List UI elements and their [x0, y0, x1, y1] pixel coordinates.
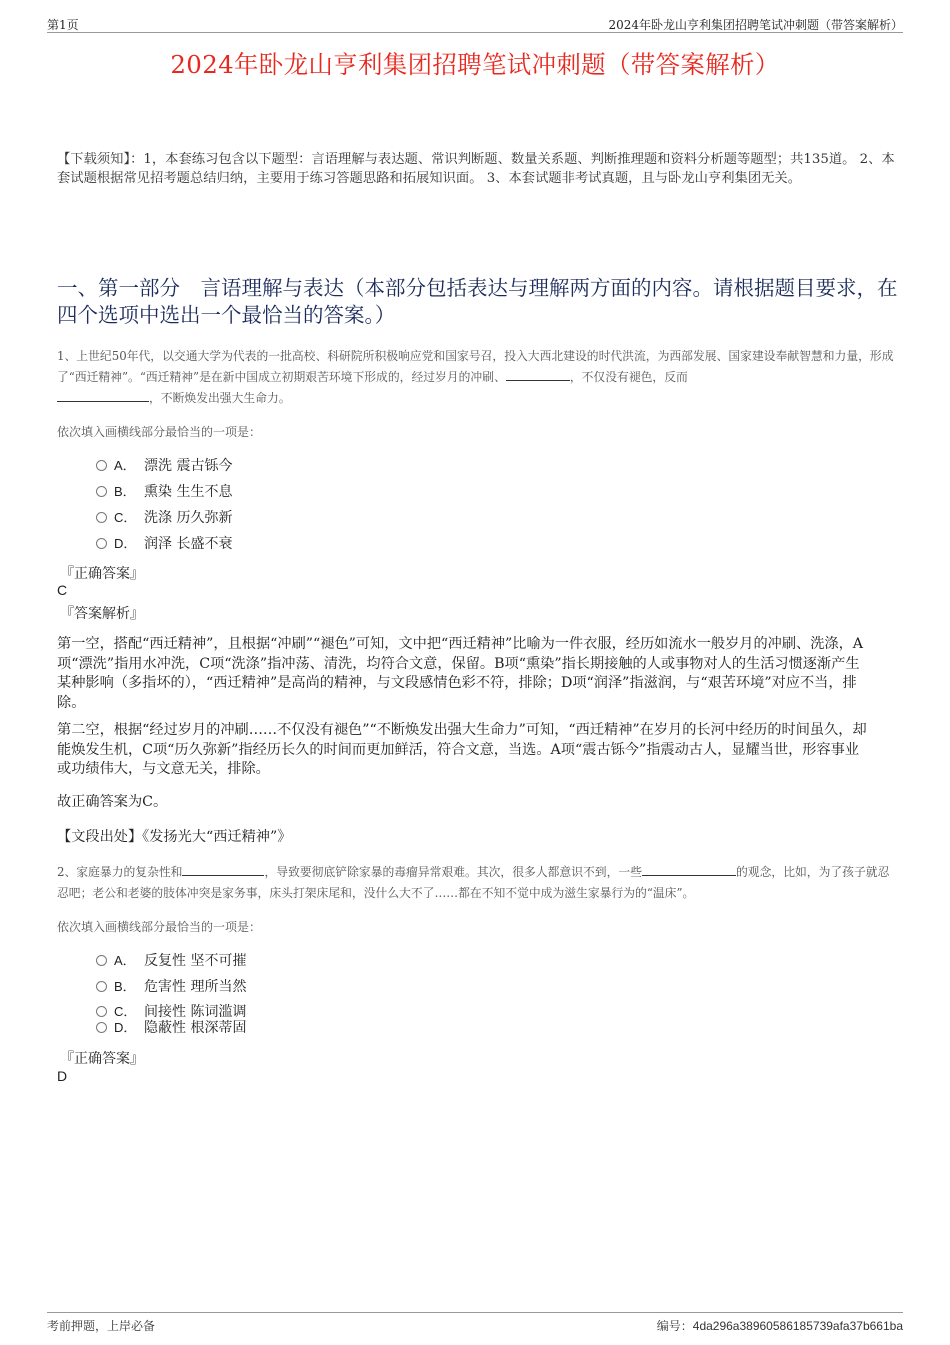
option-letter: C． [114, 510, 137, 525]
code-value: 4da296a38960586185739afa37b661ba [692, 1319, 903, 1333]
option-letter: C． [114, 1004, 137, 1019]
option-text: 危害性 理所当然 [144, 979, 247, 995]
question-2-text [57, 862, 899, 904]
analysis-paragraph-2: 第二空，根据“经过岁月的冲刷……不仅没有褪色”“不断焕发出强大生命力”可知，“西迁精神”在岁月的长河中经历的时间虽久，却能焕发生机，C项“历久弥新”指经历长久的时间而更加鲜活，符合文意，当选。A项“震古铄今”指震动古人，显耀当世，形容事业或功绩伟大，与文意无关，排除。 [57, 722, 867, 777]
option-letter: B． [114, 979, 136, 994]
option-letter: D． [114, 1020, 137, 1035]
q1-option-c[interactable] [96, 508, 232, 528]
radio-icon[interactable] [96, 512, 107, 523]
question-1-part-a: 1、上世纪50年代，以交通大学为代表的一批高校、科研院所积极响应党和国家号召，投入大西北建设的时代洪流，为西部发展、国家建设奉献智慧和力量，形成了“西迁精神”。“西迁精神”是在新中国成立初期艰苦环境下形成的，经过岁月的冲刷、 [57, 349, 894, 384]
question-1-text [57, 346, 899, 409]
option-text: 漂洗 震古铄今 [144, 458, 233, 474]
answer-label: 『正确答案』 [60, 566, 144, 582]
question-2-prompt: 依次填入画横线部分最恰当的一项是： [57, 920, 262, 934]
radio-icon[interactable] [96, 981, 107, 992]
page-number: 第1页 [47, 18, 79, 32]
fill-blank [57, 389, 149, 402]
page-header [47, 14, 903, 33]
q2-option-d[interactable] [96, 1018, 246, 1038]
option-text: 润泽 长盛不衰 [144, 536, 233, 552]
option-text: 间接性 陈词滥调 [144, 1004, 247, 1020]
question-2-part-b: ，导致要彻底铲除家暴的毒瘤异常艰难。其次，很多人都意识不到，一些 [264, 865, 642, 879]
radio-icon[interactable] [96, 1022, 107, 1033]
download-notice: 【下载须知】：1，本套练习包含以下题型：言语理解与表达题、常识判断题、数量关系题、判断推理题和资料分析题等题型；共135道。 2、本套试题根据常见招考题总结归纳，主要用于练习答题思路和拓展知识面。 3、本套试题非考试真题，且与卧龙山亨利集团无关。 [57, 152, 895, 186]
option-text: 洗涤 历久弥新 [144, 510, 233, 526]
question-2-part-a: 2、家庭暴力的复杂性和 [57, 865, 183, 879]
option-text: 隐蔽性 根深蒂固 [144, 1020, 247, 1036]
passage-source: 【文段出处】《发扬光大“西迁精神”》 [57, 829, 292, 845]
radio-icon[interactable] [96, 460, 107, 471]
analysis-paragraph-1: 第一空，搭配“西迁精神”，且根据“冲刷”“褪色”可知，文中把“西迁精神”比喻为一件衣服，经历如流水一般岁月的冲刷、洗涤，A项“漂洗”指用水冲洗，C项“洗涤”指冲荡、清洗，均符合文意，保留。B项“熏染”指长期接触的人或事物对人的生活习惯逐渐产生某种影响（多指坏的），“西迁精神”是高尚的精神，与文段感情色彩不符，排除；D项“润泽”指滋润，与“艰苦环境”对应不当，排除。 [57, 636, 864, 711]
section-heading: 一、第一部分 言语理解与表达（本部分包括表达与理解两方面的内容。请根据题目要求，在四个选项中选出一个最恰当的答案。） [57, 276, 898, 327]
q1-option-b[interactable] [96, 482, 232, 502]
option-text: 反复性 坚不可摧 [144, 953, 247, 969]
document-code [657, 1317, 903, 1334]
analysis-conclusion: 故正确答案为C。 [57, 794, 168, 810]
option-text: 熏染 生生不息 [144, 484, 233, 500]
question-2-part-c: 的观念，比如，为了孩子就忍忍吧；老公和老婆的肢体冲突是家务事，床头打架床尾和，没什么大不了……都在不知不觉中成为滋生家暴行为的“温床”。 [57, 865, 890, 900]
radio-icon[interactable] [96, 955, 107, 966]
radio-icon[interactable] [96, 538, 107, 549]
fill-blank [506, 368, 570, 381]
question-1-prompt: 依次填入画横线部分最恰当的一项是： [57, 425, 262, 439]
radio-icon[interactable] [96, 486, 107, 497]
q2-option-b[interactable] [96, 977, 246, 997]
fill-blank [182, 863, 264, 876]
document-title: 2024年卧龙山亨利集团招聘笔试冲刺题（带答案解析） [170, 50, 780, 79]
correct-answer: C [57, 582, 68, 598]
header-doc-title: 2024年卧龙山亨利集团招聘笔试冲刺题（带答案解析） [608, 18, 903, 32]
question-1-part-b: ，不仅没有褪色，反而 [569, 370, 688, 384]
correct-answer: D [57, 1068, 68, 1084]
footer-slogan: 考前押题，上岸必备 [47, 1319, 156, 1333]
answer-label: 『正确答案』 [60, 1051, 144, 1067]
fill-blank [642, 863, 736, 876]
code-label: 编号： [656, 1319, 693, 1333]
q2-option-a[interactable] [96, 951, 246, 971]
option-letter: B． [114, 484, 136, 499]
question-1-part-c: ，不断焕发出强大生命力。 [149, 391, 291, 405]
option-letter: D． [114, 536, 137, 551]
analysis-label: 『答案解析』 [60, 606, 144, 622]
option-letter: A． [114, 953, 136, 968]
q1-option-a[interactable] [96, 456, 232, 476]
q1-option-d[interactable] [96, 534, 232, 554]
radio-icon[interactable] [96, 1006, 107, 1017]
page-footer [47, 1312, 903, 1335]
option-letter: A． [114, 458, 136, 473]
